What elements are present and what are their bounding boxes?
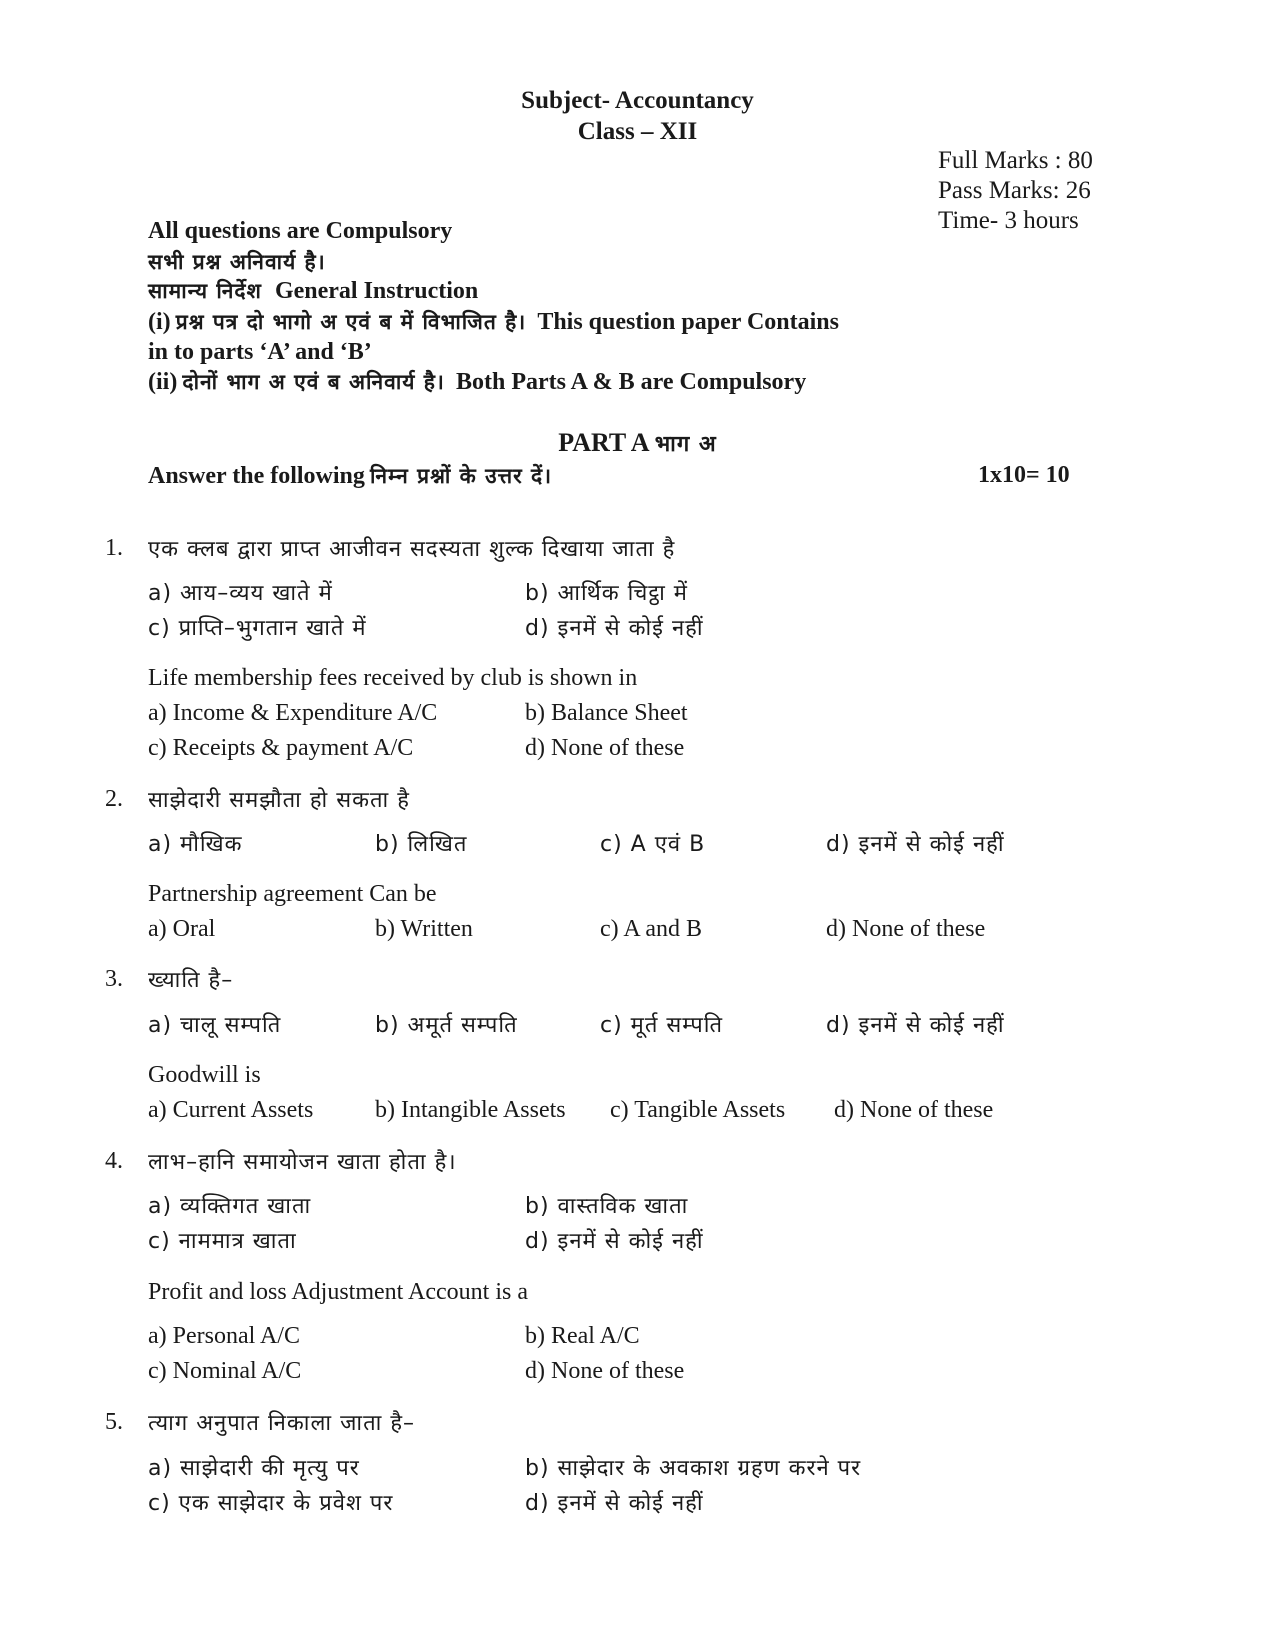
time-limit: Time- 3 hours	[938, 207, 1079, 234]
subject-title: Subject- Accountancy	[521, 87, 754, 114]
part-a-instruction-hi: निम्न प्रश्नों के उत्तर दें।	[369, 464, 553, 488]
q3-hi-option-b: b) अमूर्त सम्पति	[375, 1013, 518, 1038]
q3-number: 3.	[105, 966, 123, 992]
q2-hi-option-c: c) A एवं B	[600, 832, 706, 857]
q4-hi-option-c: c) नाममात्र खाता	[148, 1229, 297, 1254]
instruction-i-en-cont: in to parts ‘A’ and ‘B’	[148, 339, 372, 365]
q5-number: 5.	[105, 1409, 123, 1435]
q4-en-option-d: d) None of these	[525, 1358, 685, 1384]
q2-hi-question: साझेदारी समझौता हो सकता है	[148, 788, 410, 813]
part-a-title-en: PART A	[558, 428, 650, 457]
q4-en-option-b: b) Real A/C	[525, 1323, 640, 1349]
q1-hi-option-b: b) आर्थिक चिट्ठा में	[525, 581, 688, 606]
part-a-instruction	[148, 462, 552, 490]
q3-en-option-a: a) Current Assets	[148, 1097, 314, 1123]
q1-en-option-a: a) Income & Expenditure A/C	[148, 700, 438, 726]
instruction-i-prefix: (i)	[148, 309, 171, 335]
full-marks: Full Marks : 80	[938, 147, 1093, 174]
instruction-ii-prefix: (ii)	[148, 369, 178, 395]
q1-en-option-d: d) None of these	[525, 735, 685, 761]
part-a-marks: 1x10= 10	[978, 462, 1070, 488]
q1-en-option-c: c) Receipts & payment A/C	[148, 735, 414, 761]
q2-en-question: Partnership agreement Can be	[148, 881, 437, 907]
part-a-instruction-en: Answer the following	[148, 463, 365, 489]
q5-hi-option-a: a) साझेदारी की मृत्यु पर	[148, 1456, 360, 1481]
q4-en-option-a: a) Personal A/C	[148, 1323, 300, 1349]
q3-en-option-b: b) Intangible Assets	[375, 1097, 566, 1123]
q4-en-option-c: c) Nominal A/C	[148, 1358, 302, 1384]
q1-en-question: Life membership fees received by club is shown in	[148, 665, 638, 691]
q2-en-option-b: b) Written	[375, 916, 473, 942]
part-a-title	[0, 428, 1275, 458]
instruction-ii	[148, 368, 806, 396]
pass-marks: Pass Marks: 26	[938, 177, 1091, 204]
q3-hi-option-c: c) मूर्त सम्पति	[600, 1013, 723, 1038]
q1-number: 1.	[105, 535, 123, 561]
q3-en-question: Goodwill is	[148, 1062, 261, 1088]
instruction-i-hi: प्रश्न पत्र दो भागो अ एवं ब में विभाजित है।	[175, 310, 527, 334]
q3-hi-option-d: d) इनमें से कोई नहीं	[826, 1013, 1005, 1038]
q4-hi-question: लाभ–हानि समायोजन खाता होता है।	[148, 1150, 457, 1175]
instruction-ii-en: Both Parts A & B are Compulsory	[455, 369, 807, 395]
q4-hi-option-a: a) व्यक्तिगत खाता	[148, 1194, 312, 1219]
q4-en-question: Profit and loss Adjustment Account is a	[148, 1279, 528, 1305]
q5-hi-option-d: d) इनमें से कोई नहीं	[525, 1491, 704, 1516]
q1-hi-question: एक क्लब द्वारा प्राप्त आजीवन सदस्यता शुल्क दिखाया जाता है	[148, 537, 676, 562]
part-a-title-hi: भाग अ	[654, 432, 717, 457]
q1-hi-option-a: a) आय–व्यय खाते में	[148, 581, 333, 606]
compulsory-hi: सभी प्रश्न अनिवार्य है।	[148, 250, 326, 274]
q4-hi-option-d: d) इनमें से कोई नहीं	[525, 1229, 704, 1254]
class-title: Class – XII	[577, 118, 698, 145]
general-instruction-en: General Instruction	[274, 278, 479, 304]
q2-hi-option-d: d) इनमें से कोई नहीं	[826, 832, 1005, 857]
q4-hi-option-b: b) वास्तविक खाता	[525, 1194, 689, 1219]
q5-hi-option-b: b) साझेदार के अवकाश ग्रहण करने पर	[525, 1456, 862, 1481]
instruction-i-en: This question paper Contains	[537, 309, 839, 335]
q2-en-option-d: d) None of these	[826, 916, 986, 942]
general-instruction-hi: सामान्य निर्देश	[148, 279, 262, 303]
q4-number: 4.	[105, 1148, 123, 1174]
compulsory-en: All questions are Compulsory	[148, 218, 453, 244]
instruction-i	[148, 308, 839, 336]
q2-number: 2.	[105, 786, 123, 812]
q5-hi-question: त्याग अनुपात निकाला जाता है–	[148, 1411, 416, 1436]
q1-hi-option-c: c) प्राप्ति–भुगतान खाते में	[148, 616, 367, 641]
q5-hi-option-c: c) एक साझेदार के प्रवेश पर	[148, 1491, 394, 1516]
q2-en-option-c: c) A and B	[600, 916, 702, 942]
q2-hi-option-a: a) मौखिक	[148, 832, 243, 857]
general-instruction	[148, 277, 478, 305]
q2-hi-option-b: b) लिखित	[375, 832, 468, 857]
q3-en-option-c: c) Tangible Assets	[610, 1097, 786, 1123]
q1-en-option-b: b) Balance Sheet	[525, 700, 688, 726]
q2-en-option-a: a) Oral	[148, 916, 216, 942]
q1-hi-option-d: d) इनमें से कोई नहीं	[525, 616, 704, 641]
q3-en-option-d: d) None of these	[834, 1097, 994, 1123]
instruction-ii-hi: दोनों भाग अ एवं ब अनिवार्य है।	[182, 370, 445, 394]
q3-hi-question: ख्याति है–	[148, 968, 234, 993]
q3-hi-option-a: a) चालू सम्पति	[148, 1013, 282, 1038]
